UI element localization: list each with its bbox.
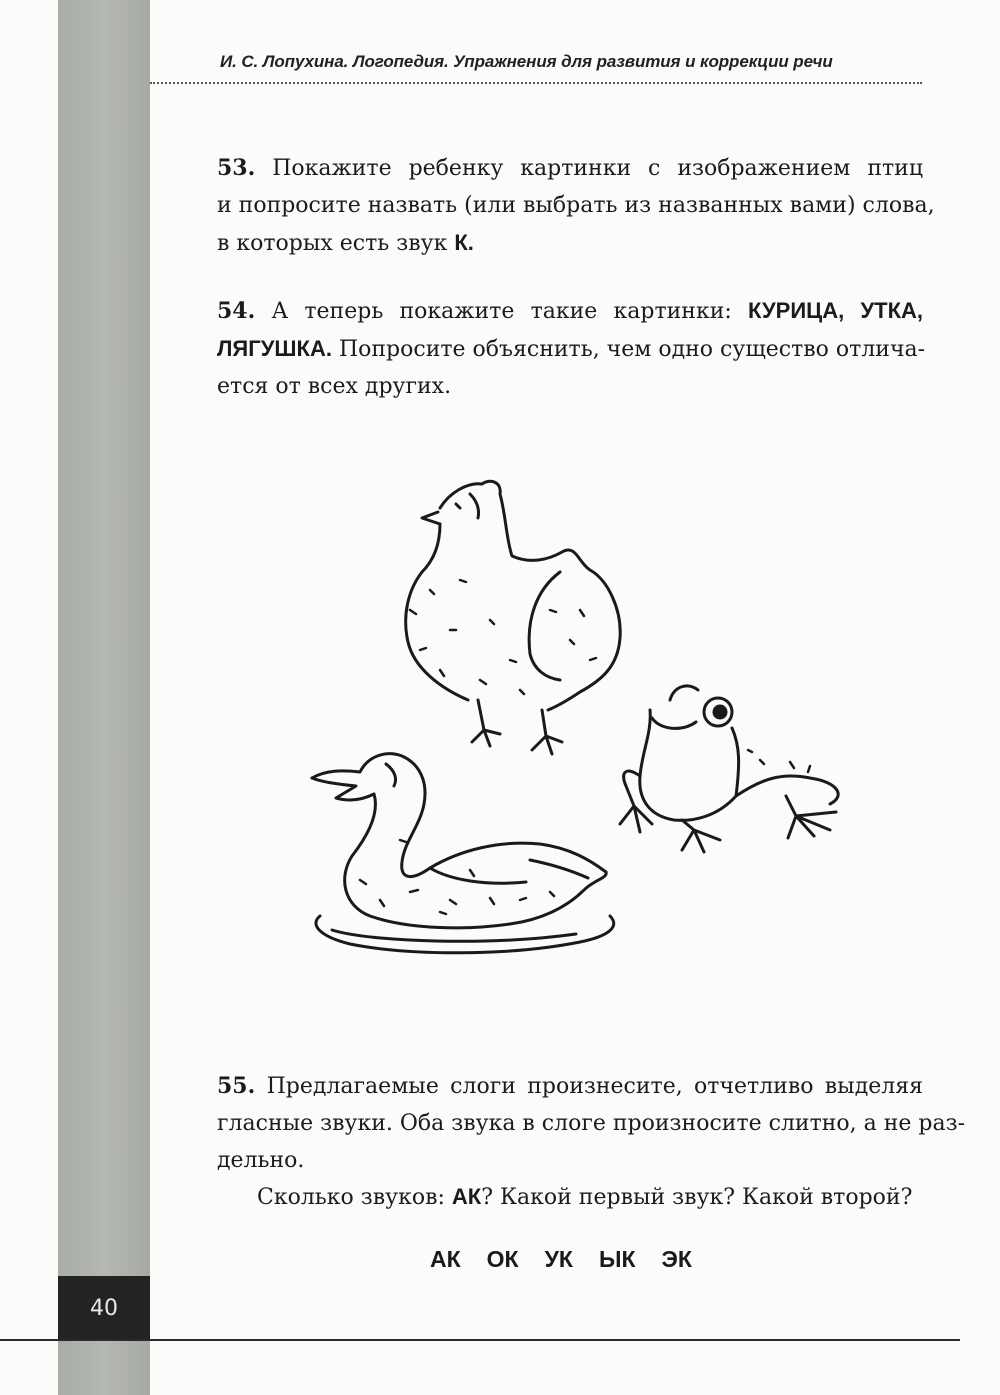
syllable-item: АК xyxy=(430,1246,461,1272)
exercise-53-text-1: Покажите ребенку картинки с изображением птиц xyxy=(272,156,923,181)
footer-rule xyxy=(0,1339,960,1341)
exercise-54-line-1 xyxy=(217,292,923,330)
animals-illustration xyxy=(290,460,860,980)
exercise-53-text-3: в которых есть звук xyxy=(217,231,455,256)
exercise-55-line-3: дельно. xyxy=(217,1148,305,1173)
header-dotted-rule xyxy=(150,82,922,84)
side-color-strip xyxy=(58,0,150,1395)
exercise-55-question xyxy=(257,1178,937,1216)
exercise-55 xyxy=(217,1068,966,1179)
page-number: 40 xyxy=(58,1276,150,1340)
hen-icon xyxy=(406,481,621,754)
exercise-53 xyxy=(217,150,935,262)
question-syllable: АК xyxy=(451,1184,482,1209)
exercise-55-line-2: гласные звуки. Оба звука в слоге произносите слитно, а не раз- xyxy=(217,1111,966,1136)
syllable-item: ЭК xyxy=(661,1246,692,1272)
exercise-54-line-3: ется от всех других. xyxy=(217,374,452,399)
exercise-53-line-2: и попросите назвать (или выбрать из названных вами) слова, xyxy=(217,193,935,218)
exercise-55-number: 55. xyxy=(217,1073,256,1099)
exercise-55-text-1: Предлагаемые слоги произнесите, отчетливо выделяя xyxy=(266,1074,923,1099)
exercise-54 xyxy=(217,292,926,405)
syllable-item: УК xyxy=(544,1246,573,1272)
exercise-54-word-frog: ЛЯГУШКА. xyxy=(217,336,332,361)
syllable-item: ОК xyxy=(486,1246,519,1272)
question-rest: ? Какой первый звук? Какой второй? xyxy=(481,1185,913,1210)
exercise-54-line-2 xyxy=(217,330,926,368)
syllable-list xyxy=(430,1246,692,1273)
exercise-54-text-2: Попросите объяснить, чем одно существо отлича- xyxy=(331,337,926,362)
question-prefix: Сколько звуков: xyxy=(257,1185,452,1210)
running-header: И. С. Лопухина. Логопедия. Упражнения для развития и коррекции речи xyxy=(220,52,833,71)
frog-icon xyxy=(620,686,838,852)
syllable-item: ЫК xyxy=(598,1246,636,1272)
exercise-53-number: 53. xyxy=(217,155,256,181)
exercise-53-sound: К. xyxy=(454,230,474,255)
exercise-54-word-duck: УТКА, xyxy=(860,298,924,323)
exercise-55-line-1 xyxy=(217,1068,923,1105)
exercise-54-text-1: А теперь покажите такие картинки: xyxy=(271,299,749,324)
duck-icon xyxy=(312,754,614,953)
exercise-54-word-hen: КУРИЦА, xyxy=(748,298,845,323)
exercise-53-line-1 xyxy=(217,150,923,187)
exercise-53-line-3 xyxy=(217,224,923,262)
exercise-54-number: 54. xyxy=(217,298,256,324)
